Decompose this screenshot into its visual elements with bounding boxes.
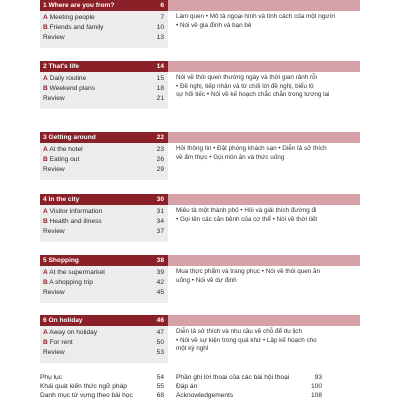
lesson-letter: B <box>43 218 48 225</box>
lesson-name: Review <box>43 34 65 41</box>
unit-description <box>176 145 360 162</box>
unit-description <box>176 74 360 100</box>
unit-section <box>0 0 400 48</box>
lesson-name: Daily routine <box>49 75 87 82</box>
lesson-item <box>43 228 65 236</box>
lesson-page: 53 <box>156 349 164 356</box>
appendix-page: 68 <box>156 392 164 399</box>
lesson-page: 15 <box>156 75 164 82</box>
lesson-name: Health and illness <box>49 218 102 225</box>
lesson-page: 13 <box>156 34 164 41</box>
lesson-page: 23 <box>156 146 164 153</box>
lesson-item <box>43 339 73 347</box>
unit-description <box>176 328 360 354</box>
lesson-page: 45 <box>156 289 164 296</box>
lesson-name: Away on holiday <box>49 329 98 336</box>
unit-title: 4 In the city <box>43 196 80 203</box>
description-line: Diễn tả sở thích và nhu cầu về chỗ để du lịch <box>176 328 302 335</box>
lesson-page: 26 <box>156 156 164 163</box>
lesson-name: At the hotel <box>49 146 83 153</box>
appendix-item: Phụ lục <box>40 374 62 381</box>
lesson-name: Friends and family <box>49 24 104 31</box>
lesson-item <box>43 349 65 357</box>
lesson-item <box>43 95 65 103</box>
lesson-page: 47 <box>156 329 164 336</box>
lesson-name: For rent <box>49 339 73 346</box>
lesson-item <box>43 289 65 297</box>
lesson-item <box>43 269 105 277</box>
appendix-page: 54 <box>156 374 164 381</box>
unit-page: 46 <box>156 317 164 324</box>
lesson-name: Meeting people <box>49 14 95 21</box>
lesson-item <box>43 85 95 93</box>
description-line: • Gọi tên các căn bệnh của cơ thể • Nói về thời tiết <box>176 215 318 223</box>
unit-header-accent <box>168 255 360 266</box>
description-line: • Nói về gia đình và bạn bè <box>176 21 252 29</box>
lesson-name: Weekend plans <box>49 85 95 92</box>
lesson-letter: B <box>43 156 48 163</box>
lesson-page: 37 <box>156 228 164 235</box>
appendix-page: 93 <box>314 374 322 381</box>
appendix-page: 100 <box>310 383 322 390</box>
appendix-item: Acknowledgements <box>176 392 234 399</box>
lesson-name: A shopping trip <box>49 279 93 286</box>
appendix-item: Phần ghi lời thoại của các bài hội thoại <box>176 374 290 381</box>
unit-description <box>176 207 360 224</box>
lesson-name: At the supermarket <box>49 269 105 276</box>
lesson-page: 10 <box>156 24 164 31</box>
lesson-item <box>43 14 95 22</box>
lesson-letter: A <box>43 14 48 21</box>
unit-header-accent <box>168 61 360 72</box>
lesson-page: 34 <box>156 218 164 225</box>
appendix-item: Danh mục từ vựng theo bài học <box>40 392 133 399</box>
unit-page: 14 <box>156 63 164 70</box>
lesson-name: Review <box>43 289 65 296</box>
unit-section <box>0 61 400 109</box>
lesson-page: 21 <box>156 95 164 102</box>
unit-header-accent <box>168 0 360 11</box>
lesson-letter: A <box>43 269 48 276</box>
lesson-letter: B <box>43 85 48 92</box>
unit-title: 3 Getting around <box>43 134 96 141</box>
unit-description <box>176 13 360 30</box>
lesson-page: 39 <box>156 269 164 276</box>
description-line: Hỏi thông tin • Đặt phòng khách sạn • Diễn tả sở thích <box>176 145 327 152</box>
unit-section <box>0 315 400 363</box>
unit-title: 5 Shopping <box>43 257 79 264</box>
unit-header-accent <box>168 315 360 326</box>
lesson-item <box>43 218 102 226</box>
description-line: về ẩm thực • Gọi món ăn và thức uống <box>176 153 285 161</box>
lesson-item <box>43 75 86 83</box>
lesson-name: Eating out <box>49 156 80 163</box>
lesson-name: Visitor information <box>49 208 103 215</box>
unit-title: 2 That's life <box>43 63 80 70</box>
lesson-letter: B <box>43 339 48 346</box>
lesson-item <box>43 279 93 287</box>
description-line: sự hối tiếc • Nói về kế hoạch chắc chắn trong tương lai <box>176 91 330 99</box>
lesson-name: Review <box>43 166 65 173</box>
unit-page: 30 <box>156 196 164 203</box>
description-line: • Nói về sự kiện trong quá khứ • Lập kế hoạch cho <box>176 336 317 344</box>
unit-header-accent <box>168 194 360 205</box>
lesson-letter: A <box>43 329 48 336</box>
appendix-page: 55 <box>156 383 164 390</box>
description-line: Mua thực phẩm và trang phục • Nói về thói quen ăn <box>176 268 320 275</box>
description-line: • Đề nghị, tiếp nhận và từ chối lời đề nghị, biểu lộ <box>176 82 314 90</box>
description-line: một kỳ nghỉ <box>176 345 209 353</box>
lesson-page: 18 <box>156 85 164 92</box>
lesson-item <box>43 156 79 164</box>
unit-section <box>0 194 400 242</box>
lesson-letter: B <box>43 279 48 286</box>
unit-page: 22 <box>156 134 164 141</box>
lesson-letter: A <box>43 146 48 153</box>
unit-section <box>0 132 400 180</box>
unit-title: 6 On holiday <box>43 317 83 324</box>
lesson-item <box>43 24 103 32</box>
lesson-item <box>43 146 83 154</box>
lesson-letter: A <box>43 208 48 215</box>
lesson-name: Review <box>43 228 65 235</box>
appendix-item: Khái quát kiến thức ngữ pháp <box>40 383 127 390</box>
description-line: Nói về thói quen thường ngày và thời gian rảnh rỗi <box>176 74 317 81</box>
lesson-page: 31 <box>156 208 164 215</box>
lesson-letter: B <box>43 24 48 31</box>
description-line: Làm quen • Mô tả ngoại hình và tính cách của một người <box>176 13 335 20</box>
lesson-item <box>43 166 65 174</box>
lesson-item <box>43 34 65 42</box>
description-line: uống • Nói về dự định <box>176 276 237 284</box>
lesson-item <box>43 208 102 216</box>
unit-page: 38 <box>156 257 164 264</box>
lesson-page: 7 <box>160 14 164 21</box>
unit-description <box>176 268 360 285</box>
unit-header-accent <box>168 132 360 143</box>
unit-title: 1 Where are you from? <box>43 2 115 9</box>
lesson-name: Review <box>43 95 65 102</box>
lesson-name: Review <box>43 349 65 356</box>
lesson-item <box>43 329 97 337</box>
description-line: Miêu tả một thành phố • Hỏi và giải thích đường đi <box>176 207 317 214</box>
lesson-page: 29 <box>156 166 164 173</box>
appendix-item: Đáp án <box>176 383 198 390</box>
lesson-page: 42 <box>156 279 164 286</box>
lesson-page: 50 <box>156 339 164 346</box>
unit-section <box>0 255 400 303</box>
appendix-page: 108 <box>310 392 322 399</box>
lesson-letter: A <box>43 75 48 82</box>
unit-page: 6 <box>160 2 164 9</box>
